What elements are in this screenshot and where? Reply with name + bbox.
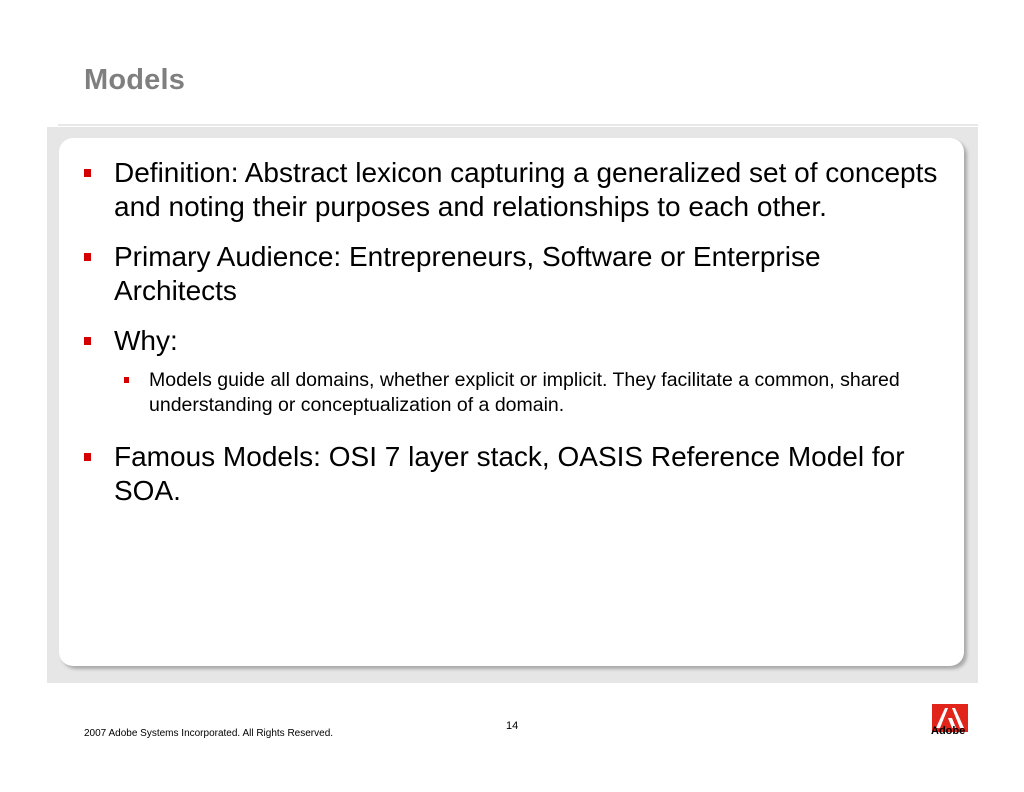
- bullet-primary-audience: [84, 240, 944, 308]
- page-number: 14: [506, 720, 519, 732]
- bullet-text: Why:: [114, 325, 178, 356]
- bullet-marker-icon: [84, 169, 91, 177]
- sub-bullet-marker-icon: [124, 377, 129, 383]
- bullet-famous-models: [84, 440, 944, 508]
- bullet-list: [84, 156, 944, 508]
- bullet-text: Definition: Abstract lexicon capturing a generalized set of concepts and noting their purposes and relationships to each other.: [114, 157, 938, 222]
- copyright-notice: 2007 Adobe Systems Incorporated. All Rights Reserved.: [84, 728, 334, 739]
- bullet-marker-icon: [84, 253, 91, 261]
- title-divider: [58, 124, 978, 126]
- bullet-marker-icon: [84, 453, 91, 461]
- bullet-text: Famous Models: OSI 7 layer stack, OASIS Reference Model for SOA.: [114, 441, 905, 506]
- bullet-text: Primary Audience: Entrepreneurs, Software or Enterprise Architects: [114, 241, 821, 306]
- bullet-definition: [84, 156, 944, 224]
- adobe-logo-text: Adobe: [931, 725, 966, 737]
- sub-bullet-text: Models guide all domains, whether explicit or implicit. They facilitate a common, shared understanding or conceptualization of a domain.: [149, 369, 900, 416]
- bullet-why: [84, 324, 944, 358]
- bullet-marker-icon: [84, 337, 91, 345]
- sub-bullet-models-guide: [118, 368, 944, 418]
- slide-title: Models: [84, 64, 186, 96]
